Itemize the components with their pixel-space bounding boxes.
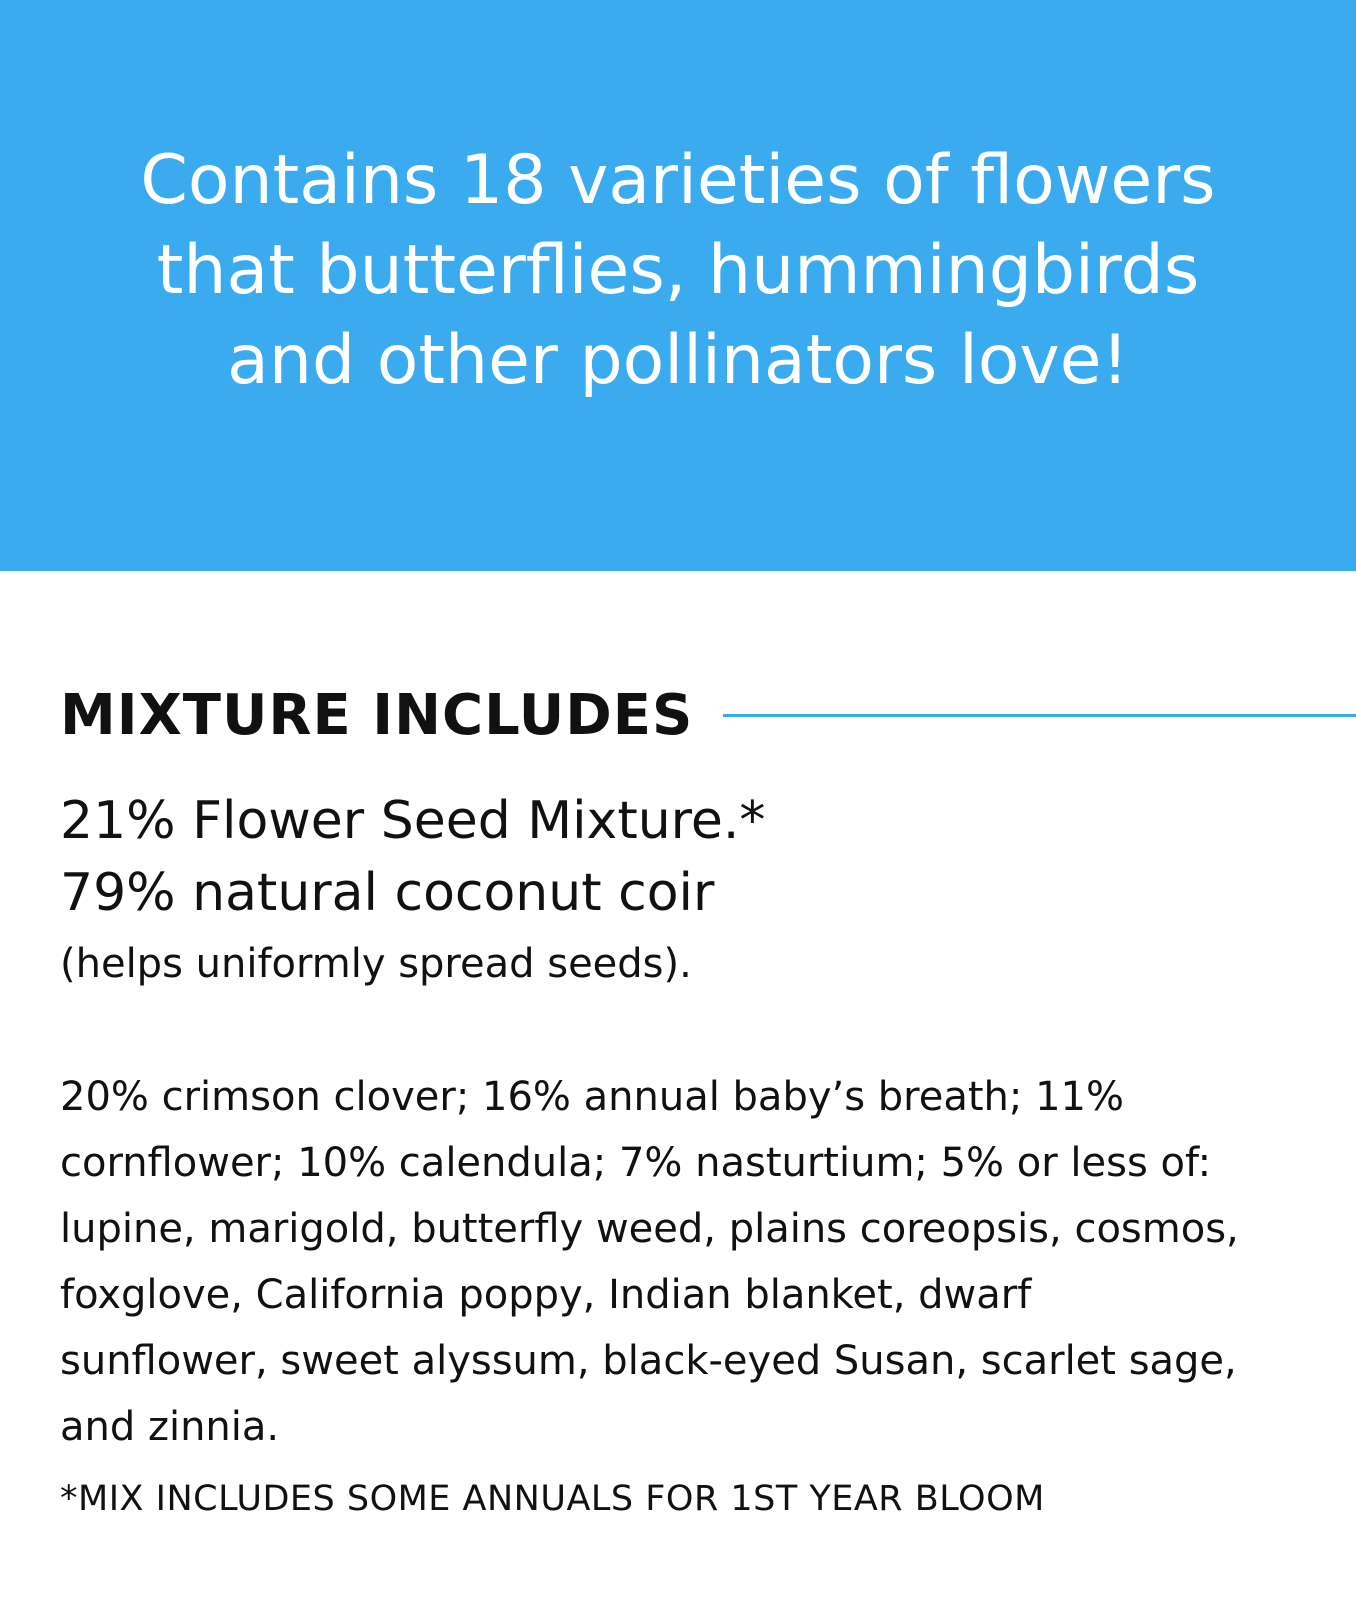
footnote: *MIX INCLUDES SOME ANNUALS FOR 1ST YEAR BLOOM — [60, 1479, 1045, 1519]
mixture-section-header — [60, 670, 1356, 760]
coconut-coir-percentage: 79% natural coconut coir — [60, 863, 715, 923]
section-title: MIXTURE INCLUDES — [60, 682, 694, 748]
banner-line-1: Contains 18 varieties of flowers — [140, 140, 1216, 220]
section-divider — [723, 714, 1356, 717]
flower-seed-percentage: 21% Flower Seed Mixture.* — [60, 791, 766, 851]
banner-headline — [58, 136, 1298, 406]
varieties-list: 20% crimson clover; 16% annual baby’s breath; 11% cornflower; 10% calendula; 7% nasturtium; 5% or less of: lupine, marigold, butterfly weed, plains coreopsis, cosmos, foxglove, California poppy, Indian blanket, dwarf sunflower, sweet alyssum, black-eyed Susan, scarlet sage, and zinnia. — [60, 1074, 1239, 1450]
composition-block — [60, 785, 1300, 999]
headline-banner — [0, 0, 1356, 571]
coir-note: (helps uniformly spread seeds). — [60, 941, 692, 987]
banner-line-3: and other pollinators love! — [227, 320, 1129, 400]
banner-line-2: that butterflies, hummingbirds — [156, 230, 1200, 310]
